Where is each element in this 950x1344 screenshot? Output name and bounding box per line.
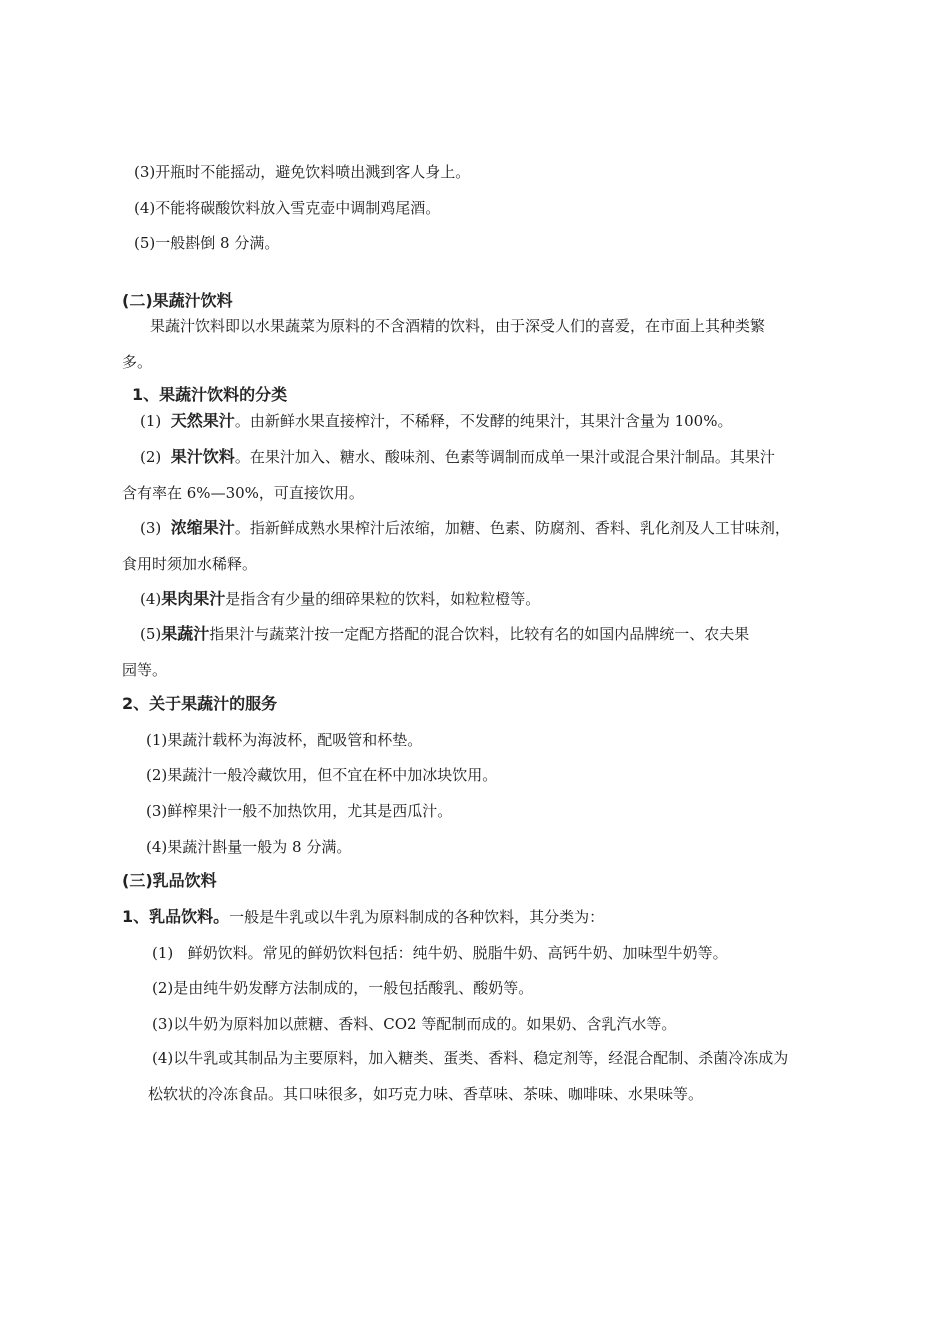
juice-class-item-1 <box>140 411 732 431</box>
carbonated-item-3: (3)开瓶时不能摇动，避免饮料喷出溅到客人身上。 <box>134 163 471 181</box>
item-text: 指果汁与蔬菜汁按一定配方搭配的混合饮料，比较有名的如国内品牌统一、农夫果 <box>209 625 750 643</box>
item-number: (5) <box>140 625 162 643</box>
dairy-item-2: (2)是由纯牛奶发酵方法制成的，一般包括酸乳、酸奶等。 <box>152 979 534 997</box>
juice-class-item-5 <box>140 624 749 644</box>
item-term: 天然果汁 <box>170 411 235 430</box>
item-number: (4) <box>140 590 162 608</box>
juice-service-item-4: (4)果蔬汁斟量一般为 8 分满。 <box>146 838 352 856</box>
juice-class-item-3-cont: 食用时须加水稀释。 <box>122 555 258 573</box>
juice-service-item-3: (3)鲜榨果汁一般不加热饮用，尤其是西瓜汁。 <box>146 802 453 820</box>
juice-classification-heading: 1、果蔬汁饮料的分类 <box>132 385 288 404</box>
juice-class-item-4 <box>140 589 540 609</box>
dairy-item-1 <box>152 943 728 963</box>
carbonated-item-4: (4)不能将碳酸饮料放入雪克壶中调制鸡尾酒。 <box>134 199 441 217</box>
juice-service-item-2: (2)果蔬汁一般冷藏饮用，但不宜在杯中加冰块饮用。 <box>146 766 498 784</box>
item-term: 浓缩果汁 <box>170 518 235 537</box>
juice-service-item-1: (1)果蔬汁载杯为海波杯，配吸管和杯垫。 <box>146 731 423 749</box>
juice-class-item-2-cont: 含有率在 6%—30%，可直接饮用。 <box>122 484 364 502</box>
dairy-sub-heading: 1、乳品饮料。 <box>122 907 230 926</box>
item-text: 。指新鲜成熟水果榨汁后浓缩，加糖、色素、防腐剂、香料、乳化剂及人工甘味剂， <box>234 519 790 537</box>
item-text: 鲜奶饮料。常见的鲜奶饮料包括：纯牛奶、脱脂牛奶、高钙牛奶、加味型牛奶等。 <box>187 944 728 962</box>
dairy-item-4-cont: 松软状的冷冻食品。其口味很多，如巧克力味、香草味、茶味、咖啡味、水果味等。 <box>148 1085 704 1103</box>
dairy-subsection <box>122 907 604 927</box>
juice-class-item-2 <box>140 447 775 467</box>
item-number: (2) <box>140 448 162 466</box>
item-number: (1) <box>140 412 162 430</box>
juice-intro-line2: 多。 <box>122 353 153 371</box>
item-term: 果汁饮料 <box>170 447 235 466</box>
item-text: 。在果汁加入、糖水、酸味剂、色素等调制而成单一果汁或混合果汁制品。其果汁 <box>234 448 775 466</box>
juice-intro-line1: 果蔬汁饮料即以水果蔬菜为原料的不含酒精的饮料，由于深受人们的喜爱，在市面上其种类繁 <box>150 317 766 335</box>
juice-service-heading: 2、关于果蔬汁的服务 <box>122 694 278 713</box>
item-text: 。由新鲜水果直接榨汁，不稀释，不发酵的纯果汁，其果汁含量为 100%。 <box>234 412 733 430</box>
item-term: 果蔬汁 <box>161 624 210 643</box>
juice-section-heading: (二)果蔬汁饮料 <box>122 291 233 310</box>
juice-class-item-5-cont: 园等。 <box>122 661 168 679</box>
item-number: (3) <box>140 519 162 537</box>
item-text: 是指含有少量的细碎果粒的饮料，如粒粒橙等。 <box>225 590 541 608</box>
item-term: 果肉果汁 <box>161 589 226 608</box>
dairy-item-3: (3)以牛奶为原料加以蔗糖、香料、CO2 等配制而成的。如果奶、含乳汽水等。 <box>152 1015 677 1033</box>
dairy-section-heading: (三)乳品饮料 <box>122 871 217 890</box>
dairy-sub-text: 一般是牛乳或以牛乳为原料制成的各种饮料，其分类为： <box>229 908 605 926</box>
dairy-item-4: (4)以牛乳或其制品为主要原料，加入糖类、蛋类、香料、稳定剂等，经混合配制、杀菌冷冻成为 <box>152 1049 789 1067</box>
carbonated-item-5: (5)一般斟倒 8 分满。 <box>134 234 280 252</box>
juice-class-item-3 <box>140 518 790 538</box>
item-number: (1) <box>152 944 174 962</box>
